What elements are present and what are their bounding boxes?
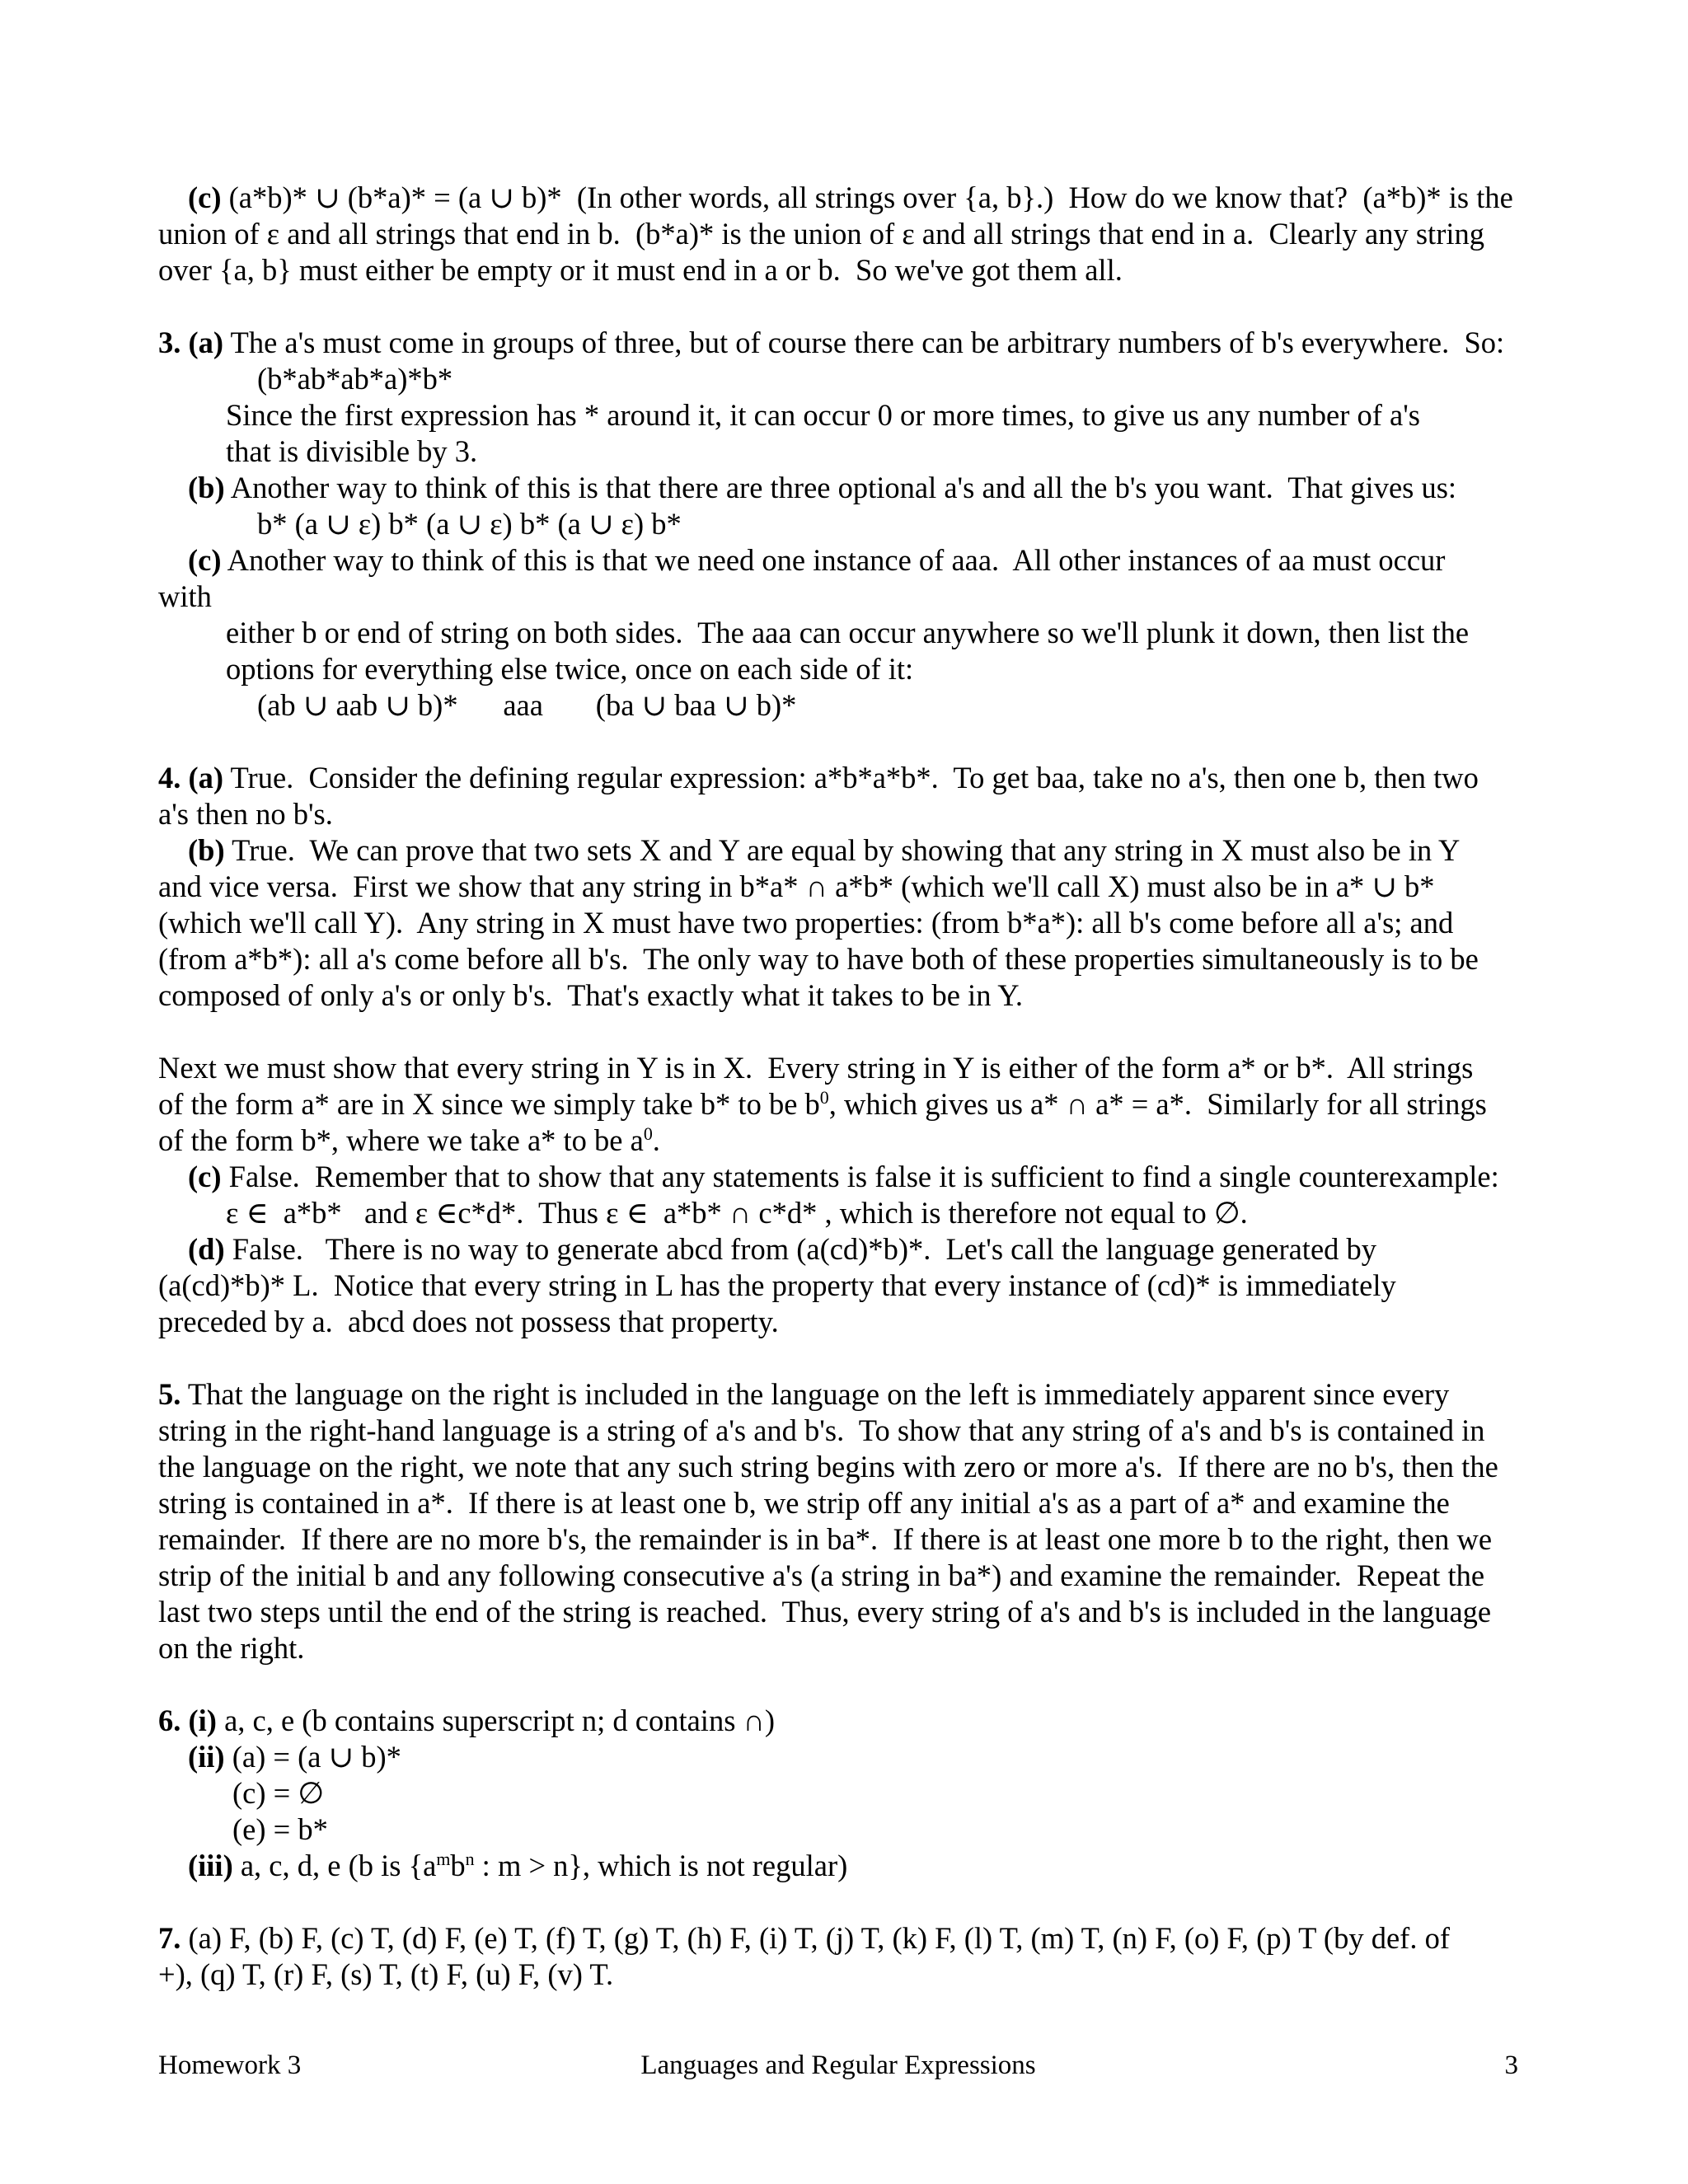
- text-line: [158, 1086, 1535, 1122]
- line-text: (a(cd)*b)* L. Notice that every string in L has the property that every instance of (cd)* is immediately: [158, 1268, 1396, 1302]
- line-text: a, c, d, e (b is {a: [232, 1849, 437, 1882]
- text-line: [158, 1485, 1535, 1521]
- line-text: on the right.: [158, 1631, 305, 1665]
- answer-label: (c): [188, 180, 222, 214]
- answer-label: (ii): [188, 1740, 225, 1774]
- text-line: [158, 1594, 1535, 1630]
- line-text: last two steps until the end of the string is reached. Thus, every string of a's and b's is included in the language: [158, 1595, 1492, 1629]
- text-line: [158, 1739, 1535, 1775]
- line-text: (e) = b*: [232, 1812, 328, 1846]
- line-text: Next we must show that every string in Y is in X. Every string in Y is either of the form a* or b*. All strings: [158, 1051, 1474, 1085]
- superscript: n: [465, 1848, 475, 1869]
- line-text: Another way to think of this is that we need one instance of aaa. All other instances of aa must occur: [221, 543, 1446, 577]
- superscript: 0: [643, 1122, 653, 1144]
- text-line: [158, 1957, 1535, 1993]
- answer-label: (iii): [188, 1849, 233, 1882]
- answer-label: 3. (a): [158, 326, 224, 359]
- answer-label: (b): [188, 833, 225, 867]
- answer-label: (b): [188, 471, 225, 504]
- regex-line: [158, 687, 1535, 724]
- line-text: options for everything else twice, once on each side of it:: [226, 652, 914, 686]
- line-text: (from a*b*): all a's come before all b's. The only way to have both of these properties simultaneously is to be: [158, 942, 1479, 976]
- text-line: [158, 1376, 1535, 1413]
- superscript: m: [436, 1848, 451, 1869]
- line-text: Another way to think of this is that there are three optional a's and all the b's you want. That gives us:: [224, 471, 1457, 504]
- line-text: (c) = ∅: [232, 1776, 325, 1810]
- text-line: [158, 1231, 1535, 1268]
- text-line: [158, 1630, 1535, 1666]
- answer-label: (c): [188, 543, 222, 577]
- line-text: a's then no b's.: [158, 797, 333, 831]
- text-line: [158, 252, 1535, 288]
- line-text: False. Remember that to show that any statements is false it is sufficient to find a single counterexample:: [221, 1160, 1499, 1193]
- answer-7: [158, 1920, 1535, 1993]
- line-text: (a*b)* ∪ (b*a)* = (a ∪ b)* (In other words, all strings over {a, b}.) How do we know that? (a*b)* is the: [221, 180, 1513, 214]
- line-text: +), (q) T, (r) F, (s) T, (t) F, (u) F, (v) T.: [158, 1957, 614, 1991]
- answer-label: 5.: [158, 1377, 181, 1411]
- page-body: [158, 180, 1535, 1993]
- regex-line: [158, 506, 1535, 542]
- line-text: of the form a* are in X since we simply take b* to be b: [158, 1087, 820, 1121]
- line-text: that is divisible by 3.: [226, 434, 478, 468]
- line-text: b* (a ∪ ε) b* (a ∪ ε) b* (a ∪ ε) b*: [257, 507, 682, 541]
- text-line: [158, 579, 1535, 615]
- text-line: [158, 1920, 1535, 1957]
- text-line: [158, 1268, 1535, 1304]
- line-text: True. Consider the defining regular expression: a*b*a*b*. To get baa, take no a's, then one b, then two: [223, 761, 1479, 794]
- line-text: strip of the initial b and any following consecutive a's (a string in ba*) and examine the remainder. Repeat the: [158, 1558, 1485, 1592]
- superscript: 0: [819, 1086, 829, 1108]
- regex-line: [158, 361, 1535, 397]
- footer-page-number: 3: [1504, 2050, 1518, 2080]
- line-text: remainder. If there are no more b's, the remainder is in ba*. If there is at least one more b to the right, then we: [158, 1522, 1493, 1556]
- text-line: [158, 796, 1535, 832]
- text-line: [158, 941, 1535, 977]
- text-line: [158, 1122, 1535, 1159]
- line-text: (which we'll call Y). Any string in X must have two properties: (from b*a*): all b's come before all a's; and: [158, 906, 1454, 940]
- answer-3: [158, 325, 1535, 724]
- text-line: [158, 651, 1535, 687]
- text-line: [158, 434, 1535, 470]
- text-line: [158, 1558, 1535, 1594]
- answer-2c: [158, 180, 1535, 288]
- line-text: string in the right-hand language is a string of a's and b's. To show that any string of a's and b's is contained in: [158, 1413, 1485, 1447]
- line-text: , which gives us a* ∩ a* = a*. Similarly for all strings: [828, 1087, 1487, 1121]
- text-line: [158, 977, 1535, 1014]
- text-line: [158, 905, 1535, 941]
- line-text: (b*ab*ab*a)*b*: [257, 362, 453, 396]
- text-line: [158, 1775, 1535, 1811]
- answer-5: [158, 1376, 1535, 1666]
- line-text: string is contained in a*. If there is at least one b, we strip off any initial a's as a part of a* and examine the: [158, 1486, 1450, 1520]
- text-line: [158, 180, 1535, 216]
- line-text: ε ∈ a*b* and ε ∈c*d*. Thus ε ∈ a*b* ∩ c*d* , which is therefore not equal to ∅.: [226, 1196, 1248, 1230]
- answer-label: (d): [188, 1232, 225, 1266]
- line-text: of the form b*, where we take a* to be a: [158, 1123, 644, 1157]
- line-text: : m > n}, which is not regular): [474, 1849, 848, 1882]
- text-line: [158, 1050, 1535, 1086]
- line-text: preceded by a. abcd does not possess that property.: [158, 1305, 779, 1338]
- text-line: [158, 1159, 1535, 1195]
- answer-4: [158, 760, 1535, 1014]
- text-line: [158, 1703, 1535, 1739]
- line-text: either b or end of string on both sides. The aaa can occur anywhere so we'll plunk it down, then list the: [226, 616, 1470, 649]
- answer-label: 7.: [158, 1921, 181, 1955]
- line-text: with: [158, 579, 212, 613]
- line-text: a, c, e (b contains superscript n; d contains ∩): [216, 1704, 776, 1737]
- footer-course: Homework 3: [158, 2050, 302, 2080]
- text-line: [158, 1811, 1535, 1848]
- text-line: [158, 832, 1535, 869]
- text-line: [158, 869, 1535, 905]
- text-line: [158, 1521, 1535, 1558]
- line-text: (ab ∪ aab ∪ b)* aaa (ba ∪ baa ∪ b)*: [257, 688, 797, 722]
- text-line: [158, 1449, 1535, 1485]
- line-text: composed of only a's or only b's. That's exactly what it takes to be in Y.: [158, 978, 1024, 1012]
- line-text: .: [652, 1123, 660, 1157]
- text-line: [158, 325, 1535, 361]
- text-line: [158, 1848, 1535, 1884]
- text-line: [158, 1195, 1535, 1231]
- text-line: [158, 1413, 1535, 1449]
- page-footer: [158, 2047, 1518, 2083]
- answer-6: [158, 1703, 1535, 1884]
- line-text: b: [450, 1849, 466, 1882]
- answer-label: 4. (a): [158, 761, 224, 794]
- text-line: [158, 542, 1535, 579]
- text-line: [158, 216, 1535, 252]
- text-line: [158, 615, 1535, 651]
- text-line: [158, 397, 1535, 434]
- footer-title: Languages and Regular Expressions: [640, 2050, 1036, 2080]
- line-text: union of ε and all strings that end in b. (b*a)* is the union of ε and all strings that end in a. Clearly any string: [158, 217, 1484, 251]
- line-text: (a) F, (b) F, (c) T, (d) F, (e) T, (f) T, (g) T, (h) F, (i) T, (j) T, (k) F, (l) T, (m) T, (n) F, (o) F, (p) T (by def. of: [181, 1921, 1450, 1955]
- line-text: the language on the right, we note that any such string begins with zero or more a's. If there are no b's, then the: [158, 1450, 1498, 1483]
- line-text: and vice versa. First we show that any string in b*a* ∩ a*b* (which we'll call X) must also be in a* ∪ b*: [158, 869, 1435, 903]
- line-text: False. There is no way to generate abcd from (a(cd)*b)*. Let's call the language generated by: [224, 1232, 1377, 1266]
- text-line: [158, 760, 1535, 796]
- answer-label: (c): [188, 1160, 222, 1193]
- line-text: over {a, b} must either be empty or it must end in a or b. So we've got them all.: [158, 253, 1123, 287]
- answer-label: 6. (i): [158, 1704, 217, 1737]
- line-text: Since the first expression has * around it, it can occur 0 or more times, to give us any number of a's: [226, 398, 1420, 432]
- text-line: [158, 470, 1535, 506]
- line-text: That the language on the right is included in the language on the left is immediately apparent since every: [181, 1377, 1450, 1411]
- text-line: [158, 1304, 1535, 1340]
- line-text: (a) = (a ∪ b)*: [224, 1740, 401, 1774]
- line-text: The a's must come in groups of three, but of course there can be arbitrary numbers of b's everywhere. So:: [223, 326, 1505, 359]
- line-text: True. We can prove that two sets X and Y are equal by showing that any string in X must also be in Y: [224, 833, 1461, 867]
- answer-4-continued: [158, 1050, 1535, 1340]
